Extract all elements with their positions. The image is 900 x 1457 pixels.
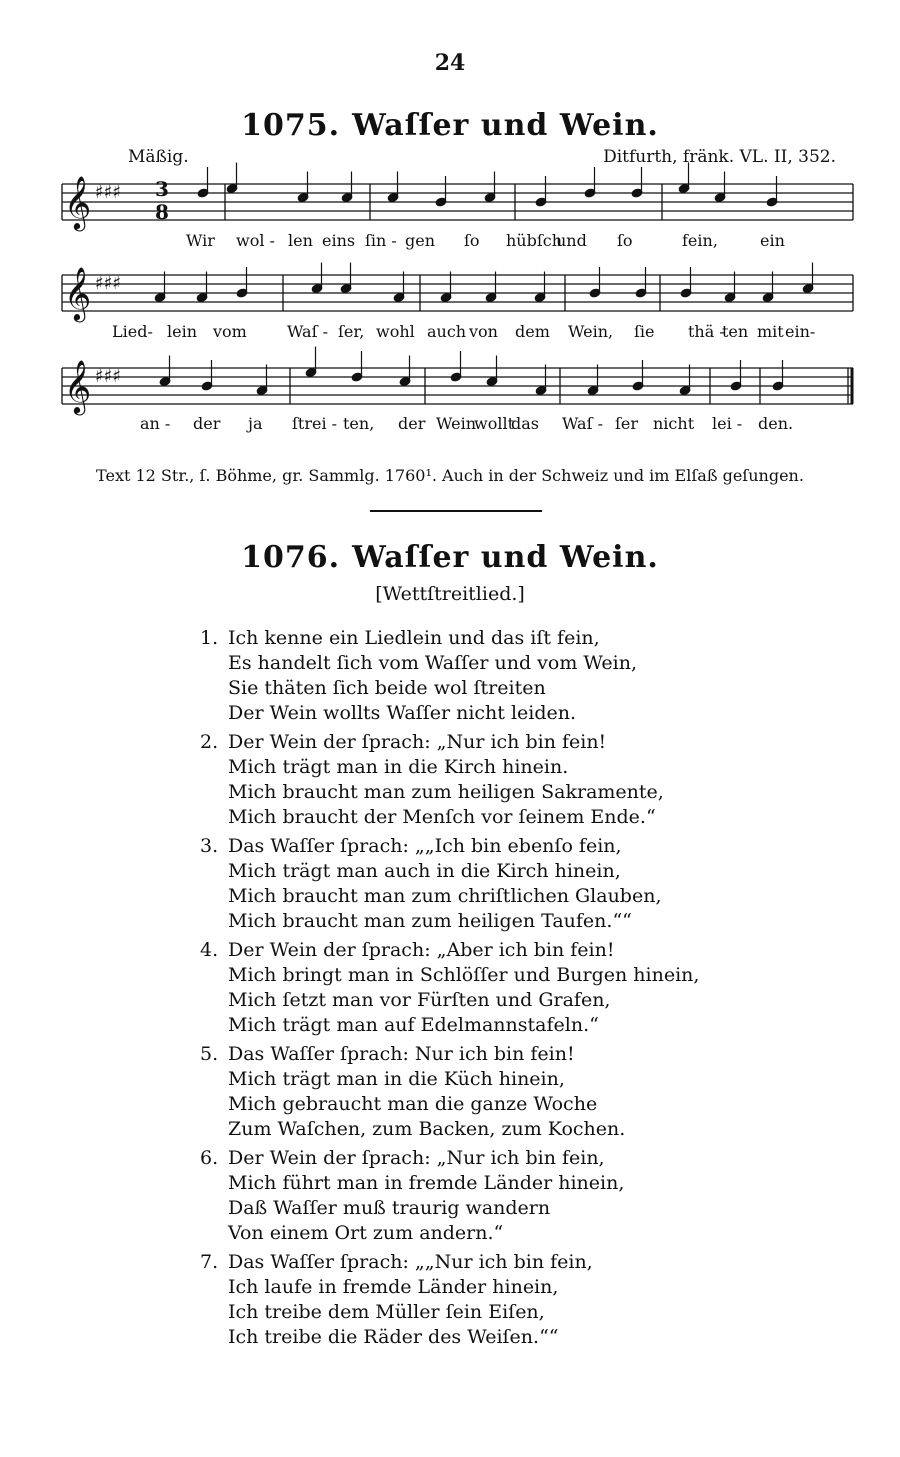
stanza-line-text: Mich gebraucht man die ganze Woche [228, 1093, 598, 1115]
lyric-syllable: ja [248, 414, 263, 433]
stanza-line [200, 1325, 820, 1350]
stanza-line [200, 1042, 820, 1067]
lyric-syllable: ſin - [365, 231, 397, 250]
lyric-syllable: gen [405, 231, 436, 250]
stanza-line [200, 651, 820, 676]
lyric-syllable: Wein [436, 414, 477, 433]
stanza-line [200, 701, 820, 726]
lyric-syllable: auch [427, 322, 467, 341]
lyric-syllable: ten [722, 322, 749, 341]
lyric-syllable: Lied- [112, 322, 153, 341]
lyric-syllable: lei - [712, 414, 743, 433]
lyric-syllable: mit [757, 322, 784, 341]
song-1075-title [0, 108, 900, 143]
stanza-3 [200, 834, 820, 934]
stanza-2 [200, 730, 820, 830]
stanza-1 [200, 626, 820, 726]
stanza-number: 6. [200, 1147, 219, 1169]
lyric-syllable: hübſch [506, 231, 563, 250]
stanza-line [200, 1013, 820, 1038]
lyric-syllable: eins [322, 231, 356, 250]
stanza-number: 1. [200, 627, 219, 649]
stanza-line-text: Mich führt man in fremde Länder hinein, [228, 1172, 625, 1194]
lyric-syllable: ſo [617, 231, 633, 250]
lyric-syllable: den. [758, 414, 794, 433]
stanza-line [200, 1171, 820, 1196]
treble-clef-icon: 𝄞 [64, 359, 92, 413]
lyric-syllable: fein, [682, 231, 718, 250]
stanza-7 [200, 1250, 820, 1350]
stanza-number: 7. [200, 1251, 219, 1273]
stanza-line [200, 755, 820, 780]
footnote: Text 12 Str., ſ. Böhme, gr. Sammlg. 1760¹. Auch in der Schweiz und im Elſaß geſungen. [96, 466, 804, 485]
stanza-line-text: Ich treibe die Räder des Weiſen.““ [228, 1326, 559, 1348]
stanza-line-text: Mich braucht man zum heiligen Taufen.““ [228, 910, 632, 932]
lyric-syllable: ſer, [338, 322, 365, 341]
stanza-line-text: Daß Waſſer muß traurig wandern [228, 1197, 551, 1219]
lyric-syllable: Wein, [568, 322, 614, 341]
stanza-line-text: Zum Waſchen, zum Backen, zum Kochen. [228, 1118, 626, 1140]
treble-clef-icon: 𝄞 [64, 175, 92, 229]
key-signature-sharps-icon: ♯♯♯ [95, 182, 122, 203]
stanza-line [200, 834, 820, 859]
stanza-line [200, 1250, 820, 1275]
lyric-syllable: von [469, 322, 498, 341]
song-number: 1075. [241, 108, 341, 143]
stanza-line [200, 676, 820, 701]
lyric-syllable: der [398, 414, 426, 433]
stanza-line [200, 1117, 820, 1142]
stanza-line [200, 909, 820, 934]
lyric-syllable: wollt [474, 414, 514, 433]
lyric-syllable: und [556, 231, 587, 250]
stanza-line-text: Der Wein der ſprach: „Nur ich bin fein! [228, 731, 607, 753]
treble-clef-icon: 𝄞 [64, 266, 92, 320]
page-number: 24 [434, 50, 466, 76]
time-signature-bottom: 8 [155, 200, 169, 224]
lyric-syllable: ein [760, 231, 785, 250]
stanza-line-text: Mich ſetzt man vor Fürſten und Grafen, [228, 989, 611, 1011]
lyric-syllable: wohl [376, 322, 415, 341]
song-number: 1076. [241, 540, 341, 575]
stanza-line [200, 963, 820, 988]
stanza-line-text: Der Wein der ſprach: „Aber ich bin fein! [228, 939, 615, 961]
stanza-line-text: Es handelt ſich vom Waſſer und vom Wein, [228, 652, 637, 674]
lyrics-line-3 [0, 414, 900, 440]
stanza-line-text: Von einem Ort zum andern.“ [228, 1222, 504, 1244]
source-reference: Ditfurth, fränk. VL. II, 352. [603, 147, 836, 167]
section-divider [370, 510, 542, 512]
stanza-line [200, 1221, 820, 1246]
key-signature-sharps-icon: ♯♯♯ [95, 273, 122, 294]
stanza-line-text: Ich kenne ein Liedlein und das iſt fein, [228, 627, 600, 649]
stanza-line [200, 938, 820, 963]
stanza-line-text: Das Waſſer ſprach: „„Nur ich bin fein, [228, 1251, 593, 1273]
lyric-syllable: nicht [653, 414, 695, 433]
stanza-line [200, 1196, 820, 1221]
stanza-line-text: Der Wein wollts Waſſer nicht leiden. [228, 702, 577, 724]
lyric-syllable: dem [515, 322, 550, 341]
lyric-syllable: ſtrei - [292, 414, 338, 433]
stanza-line [200, 884, 820, 909]
lyric-syllable: ein- [785, 322, 816, 341]
lyric-syllable: wol - [236, 231, 275, 250]
lyric-syllable: len [288, 231, 313, 250]
lyric-syllable: Waſ - [562, 414, 604, 433]
stanza-line [200, 988, 820, 1013]
stanza-line [200, 805, 820, 830]
stanza-number: 5. [200, 1043, 219, 1065]
lyric-syllable: Waſ - [287, 322, 329, 341]
stanza-number: 3. [200, 835, 219, 857]
tempo-marking: Mäßig. [128, 147, 189, 167]
stanza-line-text: Das Waſſer ſprach: Nur ich bin fein! [228, 1043, 575, 1065]
stanza-5 [200, 1042, 820, 1142]
lyric-syllable: der [193, 414, 221, 433]
stanza-line-text: Mich bringt man in Schlöſſer und Burgen hinein, [228, 964, 700, 986]
lyric-syllable: Wir [186, 231, 215, 250]
stanza-line [200, 859, 820, 884]
lyric-syllable: vom [213, 322, 247, 341]
stanza-line-text: Mich braucht der Menſch vor ſeinem Ende.“ [228, 806, 656, 828]
stanza-line [200, 730, 820, 755]
stanza-line-text: Ich laufe in fremde Länder hinein, [228, 1276, 559, 1298]
lyrics-line-2 [0, 322, 900, 348]
stanza-line-text: Der Wein der ſprach: „Nur ich bin fein, [228, 1147, 605, 1169]
stanza-line [200, 1300, 820, 1325]
stanza-line [200, 1092, 820, 1117]
key-signature-sharps-icon: ♯♯♯ [95, 366, 122, 387]
lyric-syllable: an - [140, 414, 171, 433]
stanza-line-text: Ich treibe dem Müller ſein Eiſen, [228, 1301, 545, 1323]
stanza-number: 4. [200, 939, 219, 961]
song-title-text: Waſſer und Wein. [352, 540, 659, 575]
stanza-line-text: Sie thäten ſich beide wol ſtreiten [228, 677, 546, 699]
stanza-line [200, 1146, 820, 1171]
stanza-line [200, 1275, 820, 1300]
song-title-text: Waſſer und Wein. [352, 108, 659, 143]
song-subtitle: [Wettſtreitlied.] [375, 583, 525, 605]
stanza-number: 2. [200, 731, 219, 753]
stanza-line-text: Mich trägt man auch in die Kirch hinein, [228, 860, 621, 882]
lyric-syllable: ſie [634, 322, 655, 341]
lyric-syllable: ſo [464, 231, 480, 250]
stanza-4 [200, 938, 820, 1038]
stanza-line-text: Mich trägt man in die Küch hinein, [228, 1068, 565, 1090]
song-1076-title [0, 540, 900, 575]
lyric-syllable: thä - [688, 322, 725, 341]
lyric-syllable: ten, [343, 414, 375, 433]
stanza-line [200, 780, 820, 805]
stanza-line-text: Mich trägt man auf Edelmannstafeln.“ [228, 1014, 599, 1036]
stanza-line [200, 626, 820, 651]
stanza-line-text: Mich trägt man in die Kirch hinein. [228, 756, 569, 778]
lyrics-line-1 [0, 231, 900, 257]
stanza-line [200, 1067, 820, 1092]
stanza-line-text: Mich braucht man zum heiligen Sakramente, [228, 781, 664, 803]
lyric-syllable: ſer [615, 414, 639, 433]
lyric-syllable: das [511, 414, 539, 433]
stanza-line-text: Das Waſſer ſprach: „„Ich bin ebenſo fein, [228, 835, 622, 857]
lyric-syllable: lein [167, 322, 198, 341]
music-notation [0, 160, 900, 430]
stanza-6 [200, 1146, 820, 1246]
time-signature-top: 3 [155, 177, 169, 201]
poem-text [200, 626, 820, 1354]
stanza-line-text: Mich braucht man zum chriſtlichen Glauben, [228, 885, 662, 907]
